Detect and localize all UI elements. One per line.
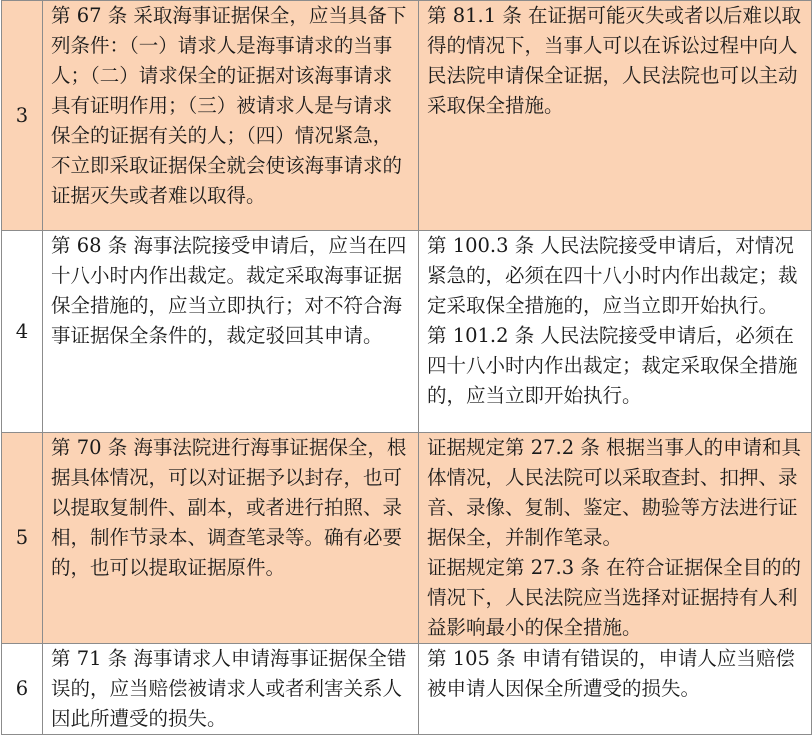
article-text: 第 67 条 采取海事证据保全，应当具备下列条件：（一）请求人是海事请求的当事人；（二）请求保全的证据对该海事请求具有证明作用；（三）被请求人是与请求保全的证据有关的人；（四）情况紧急，不立即采取证据保全就会使该海事请求的证据灭失或者难以取得。 bbox=[51, 4, 407, 207]
row-number: 4 bbox=[2, 231, 43, 433]
table-row bbox=[2, 1, 812, 231]
maritime-law-cell bbox=[43, 433, 419, 644]
civil-procedure-cell bbox=[419, 1, 812, 231]
law-comparison-table bbox=[1, 0, 812, 735]
article-text: 第 105 条 申请有错误的，申请人应当赔偿被申请人因保全所遭受的损失。 bbox=[427, 647, 795, 700]
maritime-law-cell bbox=[43, 231, 419, 433]
row-number: 5 bbox=[2, 433, 43, 644]
civil-procedure-cell bbox=[419, 433, 812, 644]
article-text: 证据规定第 27.3 条 在符合证据保全目的的情况下，人民法院应当选择对证据持有人利益影响最小的保全措施。 bbox=[427, 556, 802, 639]
maritime-law-cell bbox=[43, 1, 419, 231]
table-row bbox=[2, 433, 812, 644]
row-number: 3 bbox=[2, 1, 43, 231]
table-row bbox=[2, 231, 812, 433]
maritime-law-cell bbox=[43, 644, 419, 735]
civil-procedure-cell bbox=[419, 231, 812, 433]
article-text: 第 70 条 海事法院进行海事证据保全，根据具体情况，可以对证据予以封存，也可以提取复制件、副本，或者进行拍照、录相，制作节录本、调查笔录等。确有必要的，也可以提取证据原件。 bbox=[51, 436, 407, 579]
row-number: 6 bbox=[2, 644, 43, 735]
civil-procedure-cell bbox=[419, 644, 812, 735]
table-row bbox=[2, 644, 812, 735]
article-text: 第 100.3 条 人民法院接受申请后，对情况紧急的，必须在四十八小时内作出裁定；裁定采取保全措施的，应当立即开始执行。 bbox=[427, 234, 798, 317]
article-text: 证据规定第 27.2 条 根据当事人的申请和具体情况，人民法院可以采取查封、扣押、录音、录像、复制、鉴定、勘验等方法进行证据保全，并制作笔录。 bbox=[427, 436, 802, 549]
article-text: 第 81.1 条 在证据可能灭失或者以后难以取得的情况下，当事人可以在诉讼过程中向人民法院申请保全证据，人民法院也可以主动采取保全措施。 bbox=[427, 4, 802, 117]
article-text: 第 71 条 海事请求人申请海事证据保全错误的，应当赔偿被请求人或者利害关系人因此所遭受的损失。 bbox=[51, 647, 407, 730]
article-text: 第 68 条 海事法院接受申请后，应当在四十八小时内作出裁定。裁定采取海事证据保全措施的，应当立即执行；对不符合海事证据保全条件的，裁定驳回其申请。 bbox=[51, 234, 407, 347]
article-text: 第 101.2 条 人民法院接受申请后，必须在四十八小时内作出裁定；裁定采取保全措施的，应当立即开始执行。 bbox=[427, 324, 798, 407]
